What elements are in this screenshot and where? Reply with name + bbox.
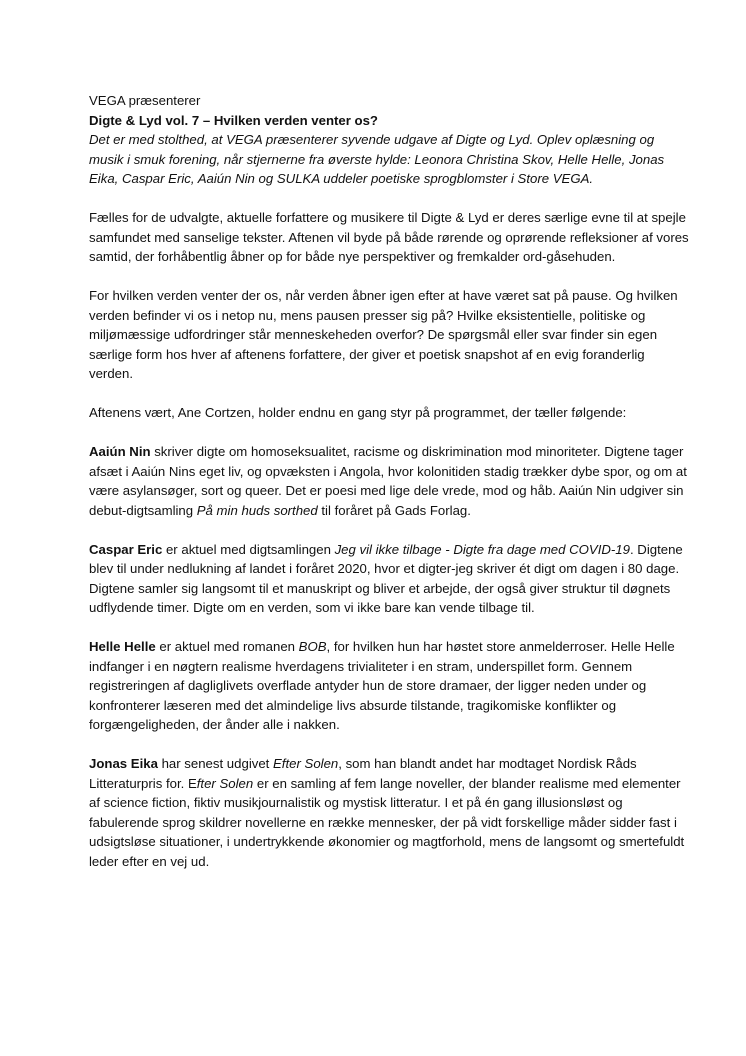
artist-text: er en samling af fem lange noveller, der blander realisme med elementer af science fiction, fiktiv musikjournalistik og mystisk litteratur. I et på én gang illusionsløst og fabulerende sprog skildrer novellerne en række mennesker, der på vidt forskellige måder sidder fast i udsigtsløse situationer, i undertrykkende økonomier og magtforhold, mens de langsomt og smertefuldt leder efter en vej ud. xyxy=(89,775,685,869)
artist-paragraph-caspar-eric xyxy=(89,540,689,618)
artist-paragraph-helle-helle xyxy=(89,637,689,735)
artist-text: er aktuel med digtsamlingen xyxy=(162,541,335,557)
artist-paragraph-aaiun-nin xyxy=(89,442,689,520)
intro-paragraph: Det er med stolthed, at VEGA præsenterer syvende udgave af Digte og Lyd. Oplev oplæsning og musik i smuk forening, når stjernerne fra øverste hylde: Leonora Christina Skov, Helle Helle, Jonas Eika, Caspar Eric, Aaiún Nin og SULKA uddeler poetiske sprogblomster i Store VEGA. xyxy=(89,132,665,186)
artist-text: har senest udgivet xyxy=(157,756,274,771)
artist-text: skriver digte om homoseksualitet, racisme og diskrimination mod minoriteter. Digtene tager afsæt i Aaiún Nins eget liv, og opvæksten i Angola, hvor kolonitiden stadig trækker dybe spor, og om at være asylansøger, sort og queer. Det er poesi med lige dele vrede, mod og håb. Aaiún Nin udgiver sin debut-digtsamling xyxy=(89,444,687,518)
artist-name: Jonas Eika xyxy=(89,756,158,771)
artist-name: Aaiún Nin xyxy=(89,444,151,459)
body-paragraph-2: For hvilken verden venter der os, når verden åbner igen efter at have været sat på pause. Og hvilken verden befinder vi os i netop nu, mens pausen presser sig på? Hvilke eksistentielle, politiske og miljømæssige udfordringer står menneskeheden overfor? De spørgsmål eller svar finder sin egen særlige form hos hver af aftenens forfattere, der giver et poetisk snapshot af en evig foranderlig verden. xyxy=(89,288,678,381)
artist-text: til foråret på Gads Forlag. xyxy=(317,502,471,518)
work-title: Jeg vil ikke tilbage - Digte fra dage med COVID-19 xyxy=(334,541,630,557)
document-title: Digte & Lyd vol. 7 – Hvilken verden venter os? xyxy=(89,112,378,128)
work-title: På min huds sorthed xyxy=(196,502,318,518)
work-title: Efter Solen xyxy=(273,756,339,771)
body-paragraph-1: Fælles for de udvalgte, aktuelle forfattere og musikere til Digte & Lyd er deres særlige evne til at spejle samfundet med sanselige tekster. Aftenen vil byde på både rørende og oprørende refleksioner af vores samtid, der forhåbentlig åbner op for både nye perspektiver og fremkalder ord-gåsehuden. xyxy=(89,210,689,264)
artist-name: Caspar Eric xyxy=(89,541,163,557)
artist-text: , som han blandt andet har modtaget Nordisk Råds Litteraturpris for. E xyxy=(89,756,637,791)
artist-text: . Digtene blev til under nedlukning af landet i foråret 2020, hvor et digter-jeg skriver ét digt om dagen i 80 dage. Digtene samler sig langsomt til et manuskript og bliver et arbejde, der også giver struktur til døgnets udflydende timer. Digte om en verden, som vi ikke bare kan vende tilbage til. xyxy=(89,541,683,615)
work-title: fter Solen xyxy=(196,775,254,791)
body-paragraph-3: Aftenens vært, Ane Cortzen, holder endnu en gang styr på programmet, der tæller følgende: xyxy=(89,405,627,420)
work-title: BOB xyxy=(298,639,327,654)
artist-paragraph-jonas-eika xyxy=(89,754,689,871)
artist-text: , for hvilken hun har høstet store anmelderroser. Helle Helle indfanger i en nøgtern realisme hverdagens trivialiteter i en stram, underspillet form. Gennem registreringen af dagliglivets overflade antyder hun de store dramaer, der ligger neden under og konfronterer læseren med det almindelige livs absurde tilstande, tragikomiske konflikter og forgængeligheden, der ånder alle i nakken. xyxy=(89,639,675,732)
artist-name: Helle Helle xyxy=(89,639,156,654)
presenter-line: VEGA præsenterer xyxy=(89,93,201,108)
artist-text: er aktuel med romanen xyxy=(155,639,299,654)
document-page xyxy=(89,91,689,871)
